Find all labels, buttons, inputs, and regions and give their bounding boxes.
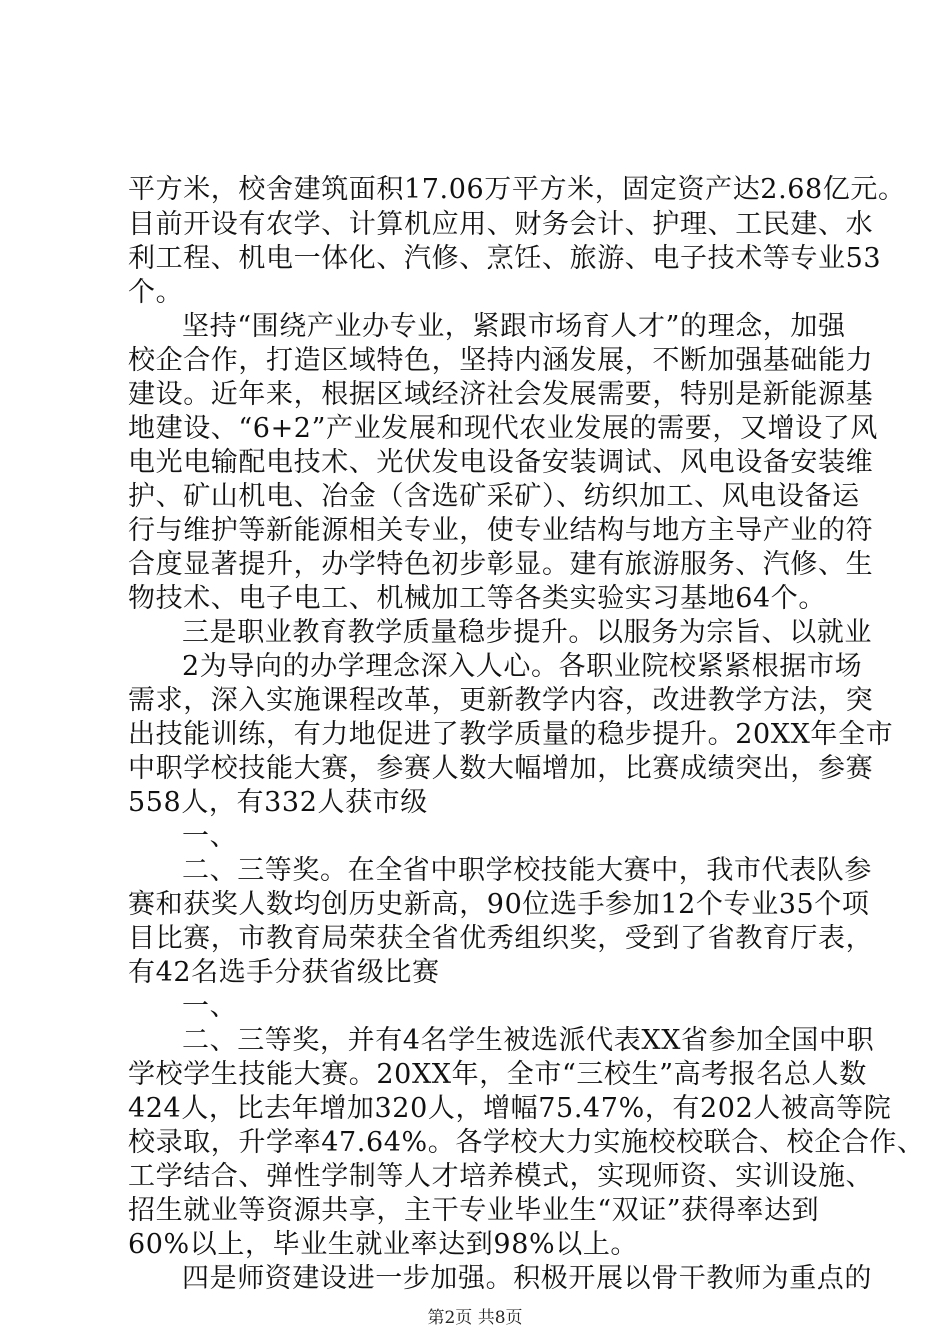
text-line: 护、矿山机电、冶金（含选矿采矿）、纺织加工、风电设备运 (128, 481, 860, 512)
text-line: 二、三等奖，并有4名学生被选派代表XX省参加全国中职 (182, 1025, 875, 1056)
text-line: 个。 (128, 277, 184, 308)
text-line: 电光电输配电技术、光伏发电设备安装调试、风电设备安装维 (128, 447, 874, 478)
text-line: 招生就业等资源共享，主干专业毕业生“双证”获得率达到 (128, 1195, 820, 1226)
text-line: 校企合作，打造区域特色，坚持内涵发展，不断加强基础能力 (128, 345, 874, 376)
text-line: 二、三等奖。在全省中职学校技能大赛中，我市代表队参 (182, 855, 872, 886)
text-line: 平方米，校舍建筑面积17.06万平方米，固定资产达2.68亿元。 (128, 174, 906, 205)
text-line: 目比赛，市教育局荣获全省优秀组织奖，受到了省教育厅表， (128, 923, 874, 954)
text-line: 物技术、电子电工、机械加工等各类实验实习基地64个。 (128, 583, 826, 614)
text-line: 校录取，升学率47.64%。各学校大力实施校校联合、校企合作、 (128, 1127, 925, 1158)
text-line: 一、 (182, 991, 238, 1022)
text-line: 学校学生技能大赛。20XX年，全市“三校生”高考报名总人数 (128, 1059, 867, 1090)
text-line: 合度显著提升，办学特色初步彰显。建有旅游服务、汽修、生 (128, 549, 874, 580)
text-line: 424人，比去年增加320人，增幅75.47%，有202人被高等院 (128, 1093, 892, 1124)
text-line: 三是职业教育教学质量稳步提升。以服务为宗旨、以就业 (182, 617, 872, 648)
text-line: 赛和获奖人数均创历史新高，90位选手参加12个专业35个项 (128, 889, 870, 920)
text-line: 2为导向的办学理念深入人心。各职业院校紧紧根据市场 (182, 651, 863, 682)
text-line: 有42名选手分获省级比赛 (128, 957, 440, 988)
page-footer: 第2页 共8页 (427, 1308, 523, 1328)
text-line: 需求，深入实施课程改革，更新教学内容，改进教学方法，突 (128, 685, 874, 716)
text-line: 利工程、机电一体化、汽修、烹饪、旅游、电子技术等专业53 (128, 243, 882, 274)
text-line: 建设。近年来，根据区域经济社会发展需要，特别是新能源基 (128, 379, 874, 410)
text-line: 中职学校技能大赛，参赛人数大幅增加，比赛成绩突出，参赛 (128, 753, 874, 784)
text-line: 60%以上，毕业生就业率达到98%以上。 (128, 1229, 639, 1260)
text-line: 出技能训练，有力地促进了教学质量的稳步提升。20XX年全市 (128, 719, 894, 750)
text-line: 坚持“围绕产业办专业，紧跟市场育人才”的理念，加强 (182, 311, 846, 342)
text-line: 地建设、“6+2”产业发展和现代农业发展的需要，又增设了风 (128, 413, 878, 444)
text-line: 行与维护等新能源相关专业，使专业结构与地方主导产业的符 (128, 515, 874, 546)
text-line: 四是师资建设进一步加强。积极开展以骨干教师为重点的 (182, 1263, 872, 1294)
text-line: 558人，有332人获市级 (128, 787, 428, 818)
text-line: 工学结合、弹性学制等人才培养模式，实现师资、实训设施、 (128, 1161, 874, 1192)
text-line: 目前开设有农学、计算机应用、财务会计、护理、工民建、水 (128, 209, 874, 240)
text-line: 一、 (182, 821, 238, 852)
